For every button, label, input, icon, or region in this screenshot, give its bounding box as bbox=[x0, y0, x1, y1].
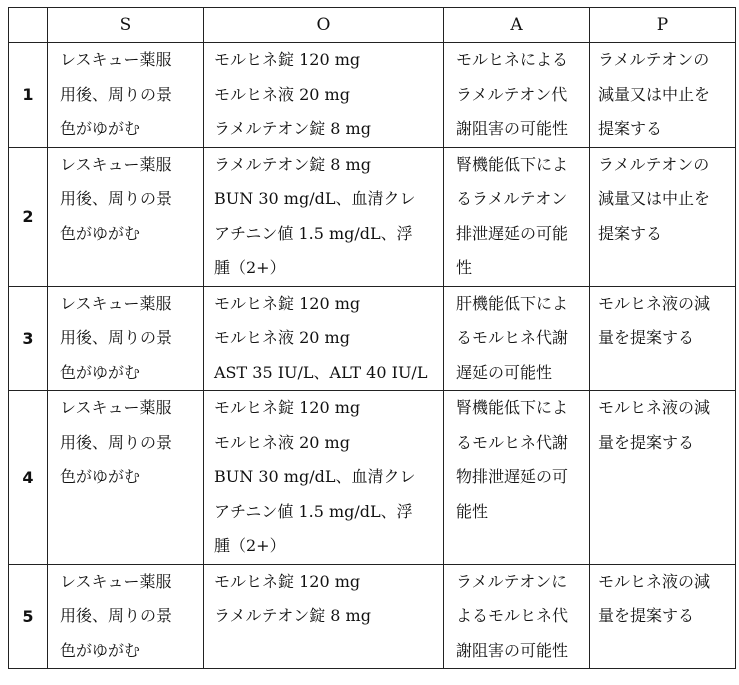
cell-a-line: 腎機能低下によ bbox=[456, 154, 569, 174]
cell-o bbox=[204, 147, 444, 286]
cell-o-line: BUN 30 mg/dL、血清クレ bbox=[214, 189, 416, 208]
cell-s-line: 色がゆがむ bbox=[60, 640, 141, 660]
cell-a bbox=[444, 391, 590, 565]
cell-s bbox=[48, 286, 204, 391]
cell-a-line: 謝阻害の可能性 bbox=[456, 640, 569, 660]
header-p: P bbox=[590, 8, 736, 43]
cell-p-line: 減量又は中止を bbox=[598, 189, 711, 208]
row-number: 5 bbox=[9, 564, 48, 669]
cell-o-line: モルヒネ液 20 mg bbox=[214, 84, 350, 104]
cell-s-line: 用後、周りの景 bbox=[60, 606, 173, 625]
cell-s-line: レスキュー薬服 bbox=[60, 293, 172, 313]
cell-p-line: ラメルテオンの bbox=[598, 154, 710, 174]
header-a: A bbox=[444, 8, 590, 43]
row-number: 4 bbox=[9, 391, 48, 565]
cell-a-line: よるモルヒネ代 bbox=[456, 606, 569, 625]
cell-p-line: 量を提案する bbox=[598, 432, 695, 452]
cell-o-line: AST 35 IU/L、ALT 40 IU/L bbox=[214, 362, 428, 382]
cell-a-line: 能性 bbox=[456, 501, 489, 521]
cell-s bbox=[48, 147, 204, 286]
table-row bbox=[9, 147, 736, 286]
cell-o bbox=[204, 43, 444, 148]
cell-s-line: 色がゆがむ bbox=[60, 119, 141, 138]
cell-o-line: モルヒネ錠 120 mg bbox=[214, 293, 361, 313]
cell-o-line: モルヒネ錠 120 mg bbox=[214, 50, 361, 69]
table-row bbox=[9, 564, 736, 669]
cell-a-line: 遅延の可能性 bbox=[456, 362, 553, 382]
cell-p-line: モルヒネ液の減 bbox=[598, 571, 711, 591]
cell-a-line: ラメルテオンに bbox=[456, 571, 568, 591]
cell-a bbox=[444, 564, 590, 669]
cell-s-line: レスキュー薬服 bbox=[60, 571, 172, 591]
cell-o-line: アチニン値 1.5 mg/dL、浮 bbox=[214, 223, 413, 243]
cell-a-line: 腎機能低下によ bbox=[456, 398, 569, 417]
header-s: S bbox=[48, 8, 204, 43]
cell-o-line: アチニン値 1.5 mg/dL、浮 bbox=[214, 501, 413, 521]
cell-a bbox=[444, 43, 590, 148]
cell-a-line: モルヒネによる bbox=[456, 50, 569, 69]
cell-o-line: モルヒネ錠 120 mg bbox=[214, 398, 361, 417]
cell-p bbox=[590, 286, 736, 391]
cell-p-line: 提案する bbox=[598, 119, 663, 138]
cell-s bbox=[48, 43, 204, 148]
cell-p-line: 量を提案する bbox=[598, 328, 695, 347]
cell-a bbox=[444, 286, 590, 391]
soap-table bbox=[8, 7, 736, 669]
cell-o-line: モルヒネ液 20 mg bbox=[214, 328, 350, 347]
cell-o-line: ラメルテオン錠 8 mg bbox=[214, 154, 371, 174]
cell-s-line: 用後、周りの景 bbox=[60, 189, 173, 208]
cell-a-line: るモルヒネ代謝 bbox=[456, 432, 569, 452]
cell-a-line: 肝機能低下によ bbox=[456, 293, 569, 313]
cell-o bbox=[204, 286, 444, 391]
cell-p-line: モルヒネ液の減 bbox=[598, 293, 711, 313]
cell-p bbox=[590, 147, 736, 286]
cell-s-line: 色がゆがむ bbox=[60, 223, 141, 243]
cell-o-line: 腫（2+） bbox=[214, 536, 286, 555]
table-row bbox=[9, 391, 736, 565]
header-row bbox=[9, 8, 736, 43]
cell-p-line: 減量又は中止を bbox=[598, 84, 711, 104]
cell-a-line: 排泄遅延の可能 bbox=[456, 223, 569, 243]
cell-p bbox=[590, 564, 736, 669]
cell-a-line: 謝阻害の可能性 bbox=[456, 119, 569, 138]
cell-p-line: ラメルテオンの bbox=[598, 50, 710, 69]
cell-a-line: ラメルテオン代 bbox=[456, 84, 568, 104]
cell-a bbox=[444, 147, 590, 286]
header-number bbox=[9, 8, 48, 43]
cell-a-line: 性 bbox=[456, 258, 473, 277]
cell-s-line: 用後、周りの景 bbox=[60, 432, 173, 452]
cell-o bbox=[204, 391, 444, 565]
cell-s-line: レスキュー薬服 bbox=[60, 50, 172, 69]
table-row bbox=[9, 286, 736, 391]
row-number: 3 bbox=[9, 286, 48, 391]
cell-o-line: ラメルテオン錠 8 mg bbox=[214, 119, 371, 138]
cell-p-line: 提案する bbox=[598, 223, 663, 243]
cell-s-line: 用後、周りの景 bbox=[60, 84, 173, 104]
cell-s bbox=[48, 564, 204, 669]
cell-o-line: モルヒネ錠 120 mg bbox=[214, 571, 361, 591]
cell-p-line: モルヒネ液の減 bbox=[598, 398, 711, 417]
cell-s-line: 色がゆがむ bbox=[60, 362, 141, 382]
cell-o bbox=[204, 564, 444, 669]
cell-s-line: レスキュー薬服 bbox=[60, 154, 172, 174]
cell-s-line: 用後、周りの景 bbox=[60, 328, 173, 347]
cell-o-line: ラメルテオン錠 8 mg bbox=[214, 606, 371, 625]
cell-a-line: るラメルテオン bbox=[456, 189, 568, 208]
cell-o-line: 腫（2+） bbox=[214, 258, 286, 277]
cell-s-line: レスキュー薬服 bbox=[60, 398, 172, 417]
table-row bbox=[9, 43, 736, 148]
row-number: 2 bbox=[9, 147, 48, 286]
cell-s-line: 色がゆがむ bbox=[60, 467, 141, 486]
cell-o-line: モルヒネ液 20 mg bbox=[214, 432, 350, 452]
cell-p bbox=[590, 43, 736, 148]
cell-p-line: 量を提案する bbox=[598, 606, 695, 625]
cell-s bbox=[48, 391, 204, 565]
cell-a-line: るモルヒネ代謝 bbox=[456, 328, 569, 347]
header-o: O bbox=[204, 8, 444, 43]
row-number: 1 bbox=[9, 43, 48, 148]
cell-a-line: 物排泄遅延の可 bbox=[456, 467, 569, 486]
cell-p bbox=[590, 391, 736, 565]
cell-o-line: BUN 30 mg/dL、血清クレ bbox=[214, 467, 416, 486]
